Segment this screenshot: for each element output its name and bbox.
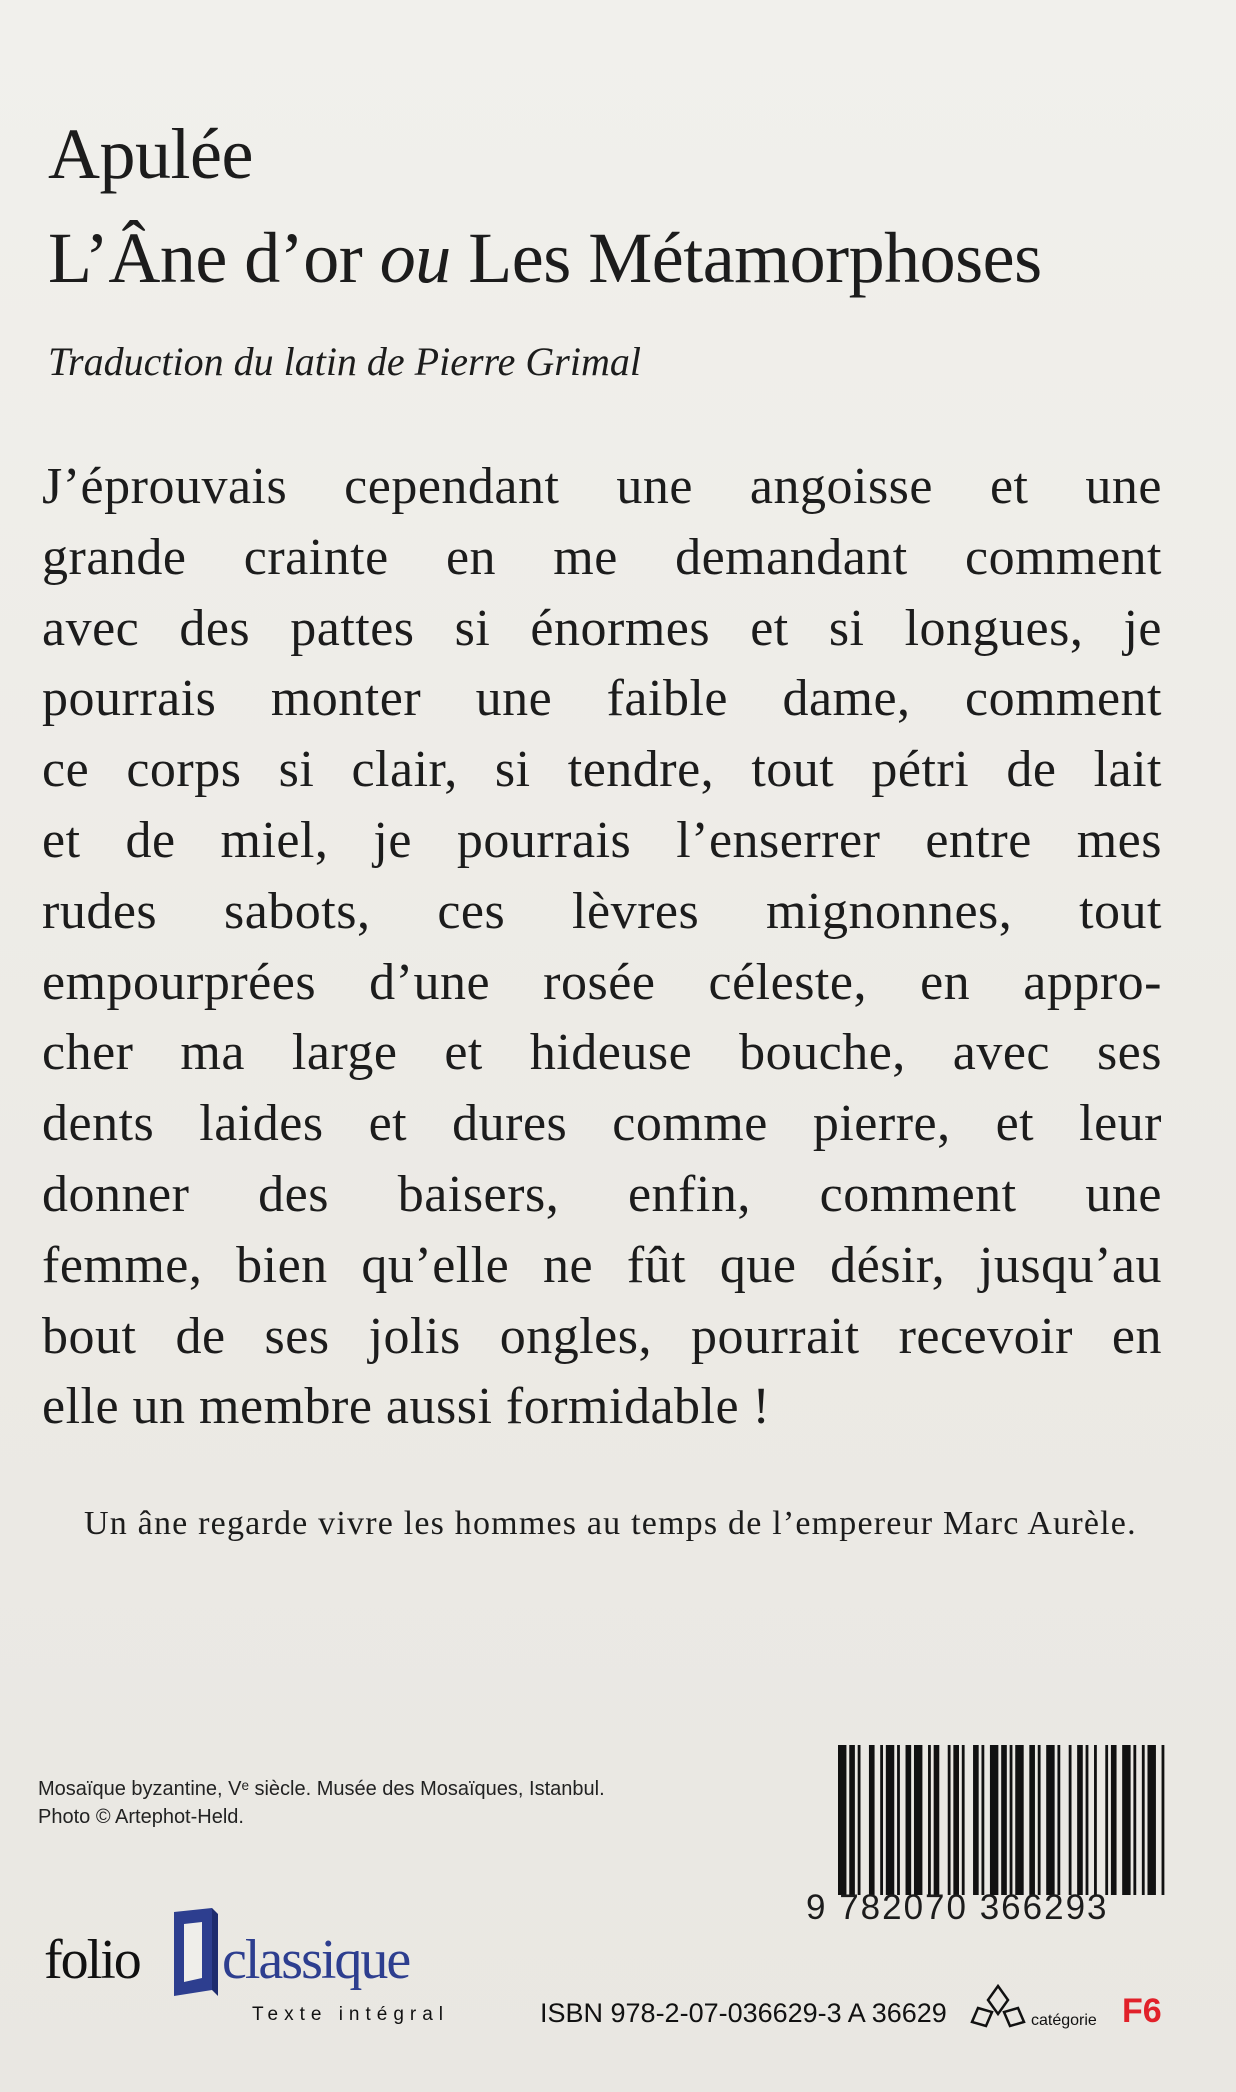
excerpt-line: empourprées d’une rosée céleste, en appro-: [42, 953, 1162, 1011]
excerpt-line: grande crainte en me demandant comment: [42, 528, 1162, 586]
barcode: [838, 1745, 1170, 1895]
barcode-bar: [906, 1745, 912, 1895]
book-blurb: Un âne regarde vivre les hommes au temps de l’empereur Marc Aurèle.: [84, 1505, 1137, 1542]
barcode-bar: [1077, 1745, 1083, 1895]
barcode-bar: [990, 1745, 998, 1895]
credit-line-1: Mosaïque byzantine, Vᵉ siècle. Musée des Mosaïques, Istanbul.: [38, 1778, 605, 1800]
barcode-bar: [1094, 1745, 1097, 1895]
barcode-digits: 9 782070 366293: [806, 1888, 1109, 1927]
barcode-bar: [914, 1745, 922, 1895]
barcode-bar: [1142, 1745, 1145, 1895]
excerpt-line: pourrais monter une faible dame, comment: [42, 670, 1162, 728]
barcode-bar: [1069, 1745, 1072, 1895]
logo-classique-text: classique: [222, 1929, 410, 1991]
categorie-code: F6: [1122, 1992, 1162, 2030]
barcode-bar: [897, 1745, 900, 1895]
categorie-label: catégorie: [1031, 2012, 1097, 2029]
excerpt-line: cher ma large et hideuse bouche, avec ses: [42, 1024, 1162, 1082]
credit-line-2: Photo © Artephot-Held.: [38, 1806, 244, 1828]
barcode-bar: [1015, 1745, 1023, 1895]
excerpt-line: dents laides et dures comme pierre, et leur: [42, 1095, 1162, 1153]
title-part-2: Les Métamorphoses: [450, 218, 1042, 298]
barcode-bar: [973, 1745, 979, 1895]
barcode-bar: [1147, 1745, 1155, 1895]
barcode-bar: [981, 1745, 984, 1895]
title-part-1: L’Âne d’or: [48, 218, 380, 298]
logo-folio-text: folio: [44, 1929, 140, 1991]
isbn-number: ISBN 978-2-07-036629-3 A 36629: [540, 1998, 947, 2028]
title-conjunction: ou: [379, 218, 451, 298]
barcode-bar: [962, 1745, 965, 1895]
barcode-bar: [838, 1745, 846, 1895]
barcode-bar: [1057, 1745, 1060, 1895]
barcode-bar: [1001, 1745, 1007, 1895]
excerpt-line: femme, bien qu’elle ne fût que désir, jusqu’au: [42, 1236, 1162, 1294]
barcode-bar: [1029, 1745, 1035, 1895]
excerpt-line: ce corps si clair, si tendre, tout pétri de lait: [42, 741, 1162, 799]
excerpt-line: donner des baisers, enfin, comment une: [42, 1165, 1162, 1223]
excerpt-line: rudes sabots, ces lèvres mignonnes, tout: [42, 882, 1162, 940]
barcode-bar: [1010, 1745, 1013, 1895]
folio-frame-icon: [164, 1906, 220, 2002]
barcode-bar: [880, 1745, 883, 1895]
translation-credit: Traduction du latin de Pierre Grimal: [48, 339, 641, 384]
barcode-bar: [858, 1745, 861, 1895]
barcode-bar: [869, 1745, 875, 1895]
barcode-bar: [934, 1745, 940, 1895]
cover-image-credits: [38, 1775, 605, 1831]
barcode-bar: [1133, 1745, 1136, 1895]
barcode-bar: [1046, 1745, 1054, 1895]
barcode-bar: [886, 1745, 894, 1895]
excerpt-line: J’éprouvais cependant une angoisse et une: [42, 458, 1162, 515]
barcode-bar: [953, 1745, 959, 1895]
excerpt-line: et de miel, je pourrais l’enserrer entre mes: [42, 811, 1162, 869]
book-title: [48, 218, 1042, 298]
barcode-bar: [928, 1745, 931, 1895]
excerpt-line: elle un membre aussi formidable !: [42, 1378, 771, 1436]
barcode-bar: [1086, 1745, 1089, 1895]
excerpt-text: [42, 452, 1162, 1443]
price-star-icon: [968, 1982, 1028, 2032]
author-name: Apulée: [48, 114, 253, 194]
barcode-bar: [1105, 1745, 1108, 1895]
barcode-bar: [948, 1745, 951, 1895]
barcode-bar: [1038, 1745, 1041, 1895]
folio-classique-logo: [44, 1906, 484, 1996]
barcode-bar: [849, 1745, 855, 1895]
logo-subtitle: Texte intégral: [252, 2004, 450, 2025]
barcode-bar: [1122, 1745, 1130, 1895]
excerpt-line: bout de ses jolis ongles, pourrait recevoir en: [42, 1307, 1162, 1365]
barcode-bar: [1162, 1745, 1165, 1895]
barcode-bar: [1111, 1745, 1117, 1895]
excerpt-line: avec des pattes si énormes et si longues, je: [42, 599, 1162, 657]
